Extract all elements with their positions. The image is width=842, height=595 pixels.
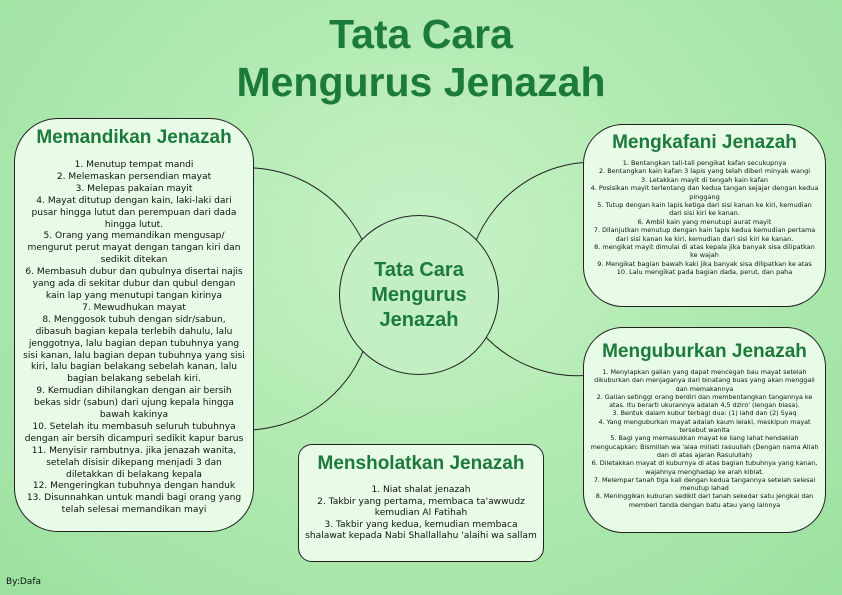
- center-line-3: Jenazah: [379, 308, 459, 331]
- step-item: 11. Menyisir rambutnya. jika jenazah wanita, setelah disisir dikepang menjadi 3 dan diletakkan di belakang kepala: [31, 445, 237, 480]
- step-item: 6. Ambil kain yang menutupi aurat mayit: [637, 217, 772, 226]
- step-item: 2. Melemaskan persendian mayat: [56, 171, 212, 182]
- step-item: 8. Meninggikan kuburan sedikit dari tanah sekedar satu jengkal dan memberi tanda dengan batu atau yang lainnya: [595, 492, 814, 509]
- step-item: 6. Membasuh dubur dan qubulnya disertai najis yang ada di sekitar dubur dan qubul dengan kain lap yang menutupi tangan kirinya: [25, 267, 243, 301]
- menguburkan-steps: [590, 368, 819, 509]
- mengkafani-steps: [590, 159, 819, 277]
- mensholatkan-jenazah-box: [298, 444, 544, 562]
- connector-upper-left: [240, 168, 368, 254]
- connector-upper-right: [471, 162, 598, 255]
- step-item: 9. Mengikat bagian bawah kaki jika banyak sisa dilipatkan ke atas: [597, 259, 812, 268]
- center-circle: [339, 215, 499, 375]
- step-item: 6. Diletakkan mayat di kuburnya di atas bagian tubuhnya yang kanan, wajahnya menghadap ke arah kiblat.: [591, 459, 818, 476]
- step-item: 3. Takbir yang kedua, kemudian membaca shalawat kepada Nabi Shallallahu 'alaihi wa sallam: [305, 519, 537, 542]
- step-item: 12. Mengeringkan tubuhnya dengan handuk: [32, 481, 236, 492]
- mensholatkan-steps: [305, 485, 537, 543]
- step-item: 4. Mayat ditutup dengan kain, laki-laki dari pusar hingga lutut dan perempuan dari dada hingga lutut.: [31, 195, 237, 230]
- mengkafani-jenazah-box: [583, 124, 826, 307]
- author-credit: By:Dafa: [6, 577, 42, 587]
- step-item: 2. Takbir yang pertama, membaca ta'awwudz kemudian Al Fatihah: [317, 496, 525, 519]
- step-item: 4. Yang menguburkan mayat adalah kaum lelaki, meskipun mayat tersebut wanita: [598, 417, 811, 435]
- mengkafani-heading: Mengkafani Jenazah: [612, 132, 797, 153]
- step-item: 2. Bentangkan kain kafan 3 lapis yang telah diberi minyak wangi: [598, 167, 811, 176]
- step-item: 10. Lalu mengikat pada bagian dada, perut, dan paha: [616, 268, 793, 277]
- step-item: 8. Menggosok tubuh dengan sidr/sabun, dibasuh bagian kepala terlebih dahulu, lalu jenggotnya, lalu bagian depan tubuhnya yang sisi kanan, lalu bagian depan tubuhnya yang sisi kiri, lalu bagian belakang sebelah kanan, lalu bagian belakang sebelah kiri.: [23, 314, 245, 385]
- step-item: 13. Disunnahkan untuk mandi bagi orang yang telah selesai memandikan mayi: [26, 493, 242, 516]
- step-item: 4. Posisikan mayit terlentang dan kedua tangan sejajar dengan kedua pinggang: [590, 184, 819, 201]
- step-item: 9. Kemudian dihilangkan dengan air bersih bekas sidr (sabun) dari ujung kepala hingga bawah kakinya: [34, 386, 234, 421]
- step-item: 7. Dilanjutkan menutup dengan kain lapis kedua kemudian pertama dari sisi kanan ke kiri, kemudian dari sisi kiri ke kanan.: [593, 226, 816, 243]
- step-item: 7. Mewudhukan mayat: [82, 302, 186, 313]
- menguburkan-jenazah-box: [583, 327, 826, 533]
- step-item: 3. Melepas pakaian mayit: [75, 183, 193, 194]
- step-item: 5. Tutup dengan kain lapis ketiga dari sisi kanan ke kiri, kemudian dari sisi kiri ke kanan.: [597, 201, 812, 218]
- step-item: 5. Bagi yang memasukkan mayat ke liang lahat hendaklah mengucapkan: Bismillah wa 'alaa millati rasuullah (Dengan nama Allah dan di atas ajaran Rasulullah): [590, 434, 819, 459]
- memandikan-jenazah-box: [14, 118, 254, 532]
- title-line-1: Tata Cara: [329, 11, 513, 57]
- step-item: 1. Niat shalat jenazah: [371, 485, 471, 495]
- step-item: 1. Menyiapkan galian yang dapat mencegah bau mayat setelah dikuburkan dan menjaganya dari binatang buas yang akan menggali dan memakannya: [594, 368, 815, 393]
- step-item: 8. mengikat mayit dimulai di atas kepala jika banyak sisa dilipatkan ke wajah: [594, 243, 815, 260]
- step-item: 1. Menutup tempat mandi: [74, 160, 194, 170]
- memandikan-heading: Memandikan Jenazah: [36, 127, 232, 148]
- step-item: 3. Bentuk dalam kubur terbagi dua: (1) lahd dan (2) Syaq: [612, 409, 797, 418]
- center-line-1: Tata Cara: [374, 258, 464, 281]
- step-item: 1. Bentangkan tali-tali pengikat kafan secukupnya: [622, 159, 787, 167]
- connector-lower-left: [240, 337, 368, 430]
- step-item: 7. Melempar tanah tiga kali dengan kedua tangannya setelah selesai menutup lahad: [593, 475, 816, 493]
- step-item: 10. Setelah itu membasuh seluruh tubuhnya dengan air bersih dicampuri sedikit kapur barus: [24, 421, 244, 444]
- memandikan-steps: [23, 160, 245, 517]
- center-line-2: Mengurus: [371, 283, 467, 306]
- step-item: 2. Galian setinggi orang berdiri dan membentangkan tangannya ke atas. Itu berarti ukurannya adalah 4,5 dziro' (lengan biasa).: [596, 392, 813, 410]
- step-item: 5. Orang yang memandikan mengusap/ mengurut perut mayat dengan tangan kiri dan sedikit ditekan: [27, 231, 241, 266]
- mensholatkan-heading: Mensholatkan Jenazah: [317, 453, 525, 474]
- connector-lower-right: [482, 333, 598, 376]
- menguburkan-heading: Menguburkan Jenazah: [602, 341, 807, 362]
- title-line-2: Mengurus Jenazah: [236, 59, 606, 105]
- step-item: 3. Letakkan mayit di tengah kain kafan: [640, 175, 769, 184]
